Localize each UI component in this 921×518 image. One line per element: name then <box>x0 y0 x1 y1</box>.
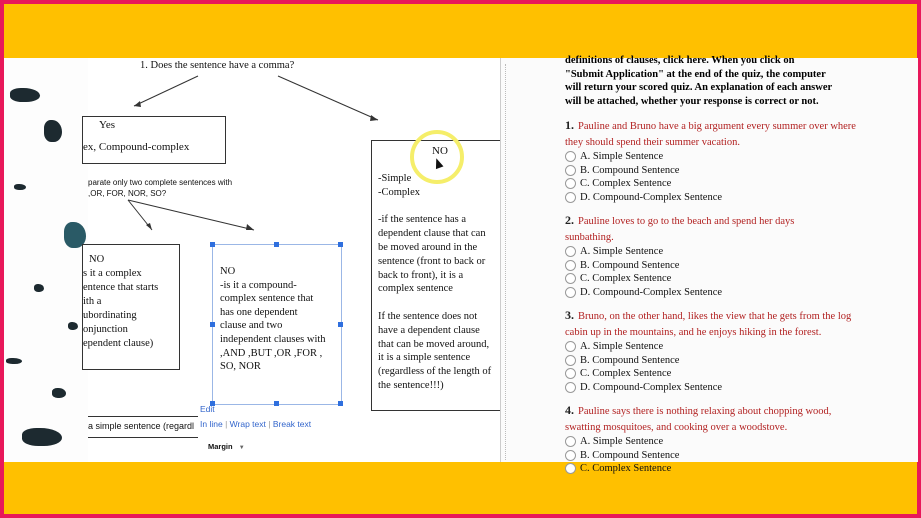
option-a[interactable]: A. Simple Sentence <box>565 245 825 259</box>
bottom-box <box>88 416 198 438</box>
radio-icon[interactable] <box>565 463 576 474</box>
no-right-line: -if the sentence has a <box>378 214 467 226</box>
wrap-text-option[interactable]: Wrap text <box>229 419 266 429</box>
radio-icon[interactable] <box>565 368 576 379</box>
question-1 <box>565 118 865 204</box>
no-mid-line: SO, NOR <box>220 361 261 373</box>
edit-link[interactable]: Edit <box>200 404 215 414</box>
no-right-line: that can be moved around, <box>378 338 490 350</box>
ink-blot <box>6 358 22 364</box>
ink-blot <box>34 284 44 292</box>
ink-blot <box>68 322 78 330</box>
no-right-line: -Simple <box>378 173 412 184</box>
resize-handle[interactable] <box>338 322 343 327</box>
quiz-page <box>500 55 918 475</box>
quiz-intro <box>565 54 832 108</box>
option-b[interactable]: B. Compound Sentence <box>565 259 825 273</box>
ink-blot <box>44 120 62 142</box>
separator: | <box>225 419 228 429</box>
radio-icon[interactable] <box>565 355 576 366</box>
no-mid-line: independent clauses with <box>220 333 326 345</box>
no-right-line: (regardless of the length of <box>378 366 492 378</box>
selected-text-box[interactable] <box>212 244 342 405</box>
option-a[interactable]: A. Simple Sentence <box>565 435 865 449</box>
no-right-title: NO <box>432 145 448 157</box>
radio-icon[interactable] <box>565 450 576 461</box>
option-c[interactable]: C. Complex Sentence <box>565 367 865 381</box>
no-left-lines <box>83 253 158 351</box>
spacer <box>378 200 491 214</box>
radio-icon[interactable] <box>565 165 576 176</box>
intro-line: will be attached, whether your response is correct or not. <box>565 95 819 107</box>
separator: | <box>268 419 271 429</box>
option-a[interactable]: A. Simple Sentence <box>565 150 865 164</box>
resize-handle[interactable] <box>274 401 279 406</box>
bottom-box-text: a simple sentence (regardl <box>88 421 195 431</box>
question-text: Pauline and Bruno have a big argument every summer over where they should spend their summer vacation. <box>565 121 856 148</box>
no-right-line: If the sentence does not <box>378 310 478 322</box>
question-number: 2. <box>565 213 574 227</box>
no-mid-line: clause and two <box>220 320 283 332</box>
margin-label: Margin <box>208 442 233 451</box>
no-right-line: complex sentence <box>378 283 453 295</box>
option-c[interactable]: C. Complex Sentence <box>565 272 825 286</box>
flowchart-question: 1. Does the sentence have a comma? <box>140 60 295 71</box>
yes-box-title: Yes <box>99 119 116 131</box>
ink-splatter-strip <box>4 58 88 462</box>
no-right-lines <box>378 172 491 393</box>
radio-icon[interactable] <box>565 260 576 271</box>
intro-line: "Submit Application" at the end of the quiz, the computer <box>565 68 826 80</box>
screen-area <box>4 55 917 475</box>
no-right-line: -Complex <box>378 186 420 198</box>
ink-blot <box>22 428 62 446</box>
no-right-line: back to front), it is a <box>378 269 464 281</box>
question-4 <box>565 403 865 476</box>
radio-icon[interactable] <box>565 382 576 393</box>
yellow-frame <box>4 4 917 514</box>
yes-box-text: ex, Compound-complex <box>83 141 190 153</box>
no-right-line: have a dependent clause <box>378 324 480 336</box>
no-mid-lines <box>220 265 326 374</box>
no-right-line: be moved around in the <box>378 241 478 253</box>
chevron-down-icon: ▼ <box>238 445 245 451</box>
intro-line: definitions of clauses, click here. When you click on <box>565 55 795 66</box>
no-left-line: onjunction <box>83 324 128 335</box>
option-c[interactable]: C. Complex Sentence <box>565 462 865 476</box>
radio-icon[interactable] <box>565 192 576 203</box>
margin-dropdown[interactable] <box>208 442 245 451</box>
option-a[interactable]: A. Simple Sentence <box>565 340 865 354</box>
no-left-line: ubordinating <box>83 310 137 321</box>
ink-blot <box>10 88 40 102</box>
wrap-toolbar <box>200 419 311 429</box>
resize-handle[interactable] <box>338 242 343 247</box>
ink-blot <box>52 388 66 398</box>
option-c[interactable]: C. Complex Sentence <box>565 177 865 191</box>
resize-handle[interactable] <box>210 242 215 247</box>
no-mid-line: ,AND ,BUT ,OR ,FOR , <box>220 347 323 359</box>
no-left-line: s it a complex <box>83 268 142 279</box>
spacer <box>378 296 491 310</box>
resize-handle[interactable] <box>210 322 215 327</box>
radio-icon[interactable] <box>565 178 576 189</box>
question-text: Pauline says there is nothing relaxing about chopping wood, swatting mosquitoes, and cooking over a woodstove. <box>565 406 832 433</box>
break-text-option[interactable]: Break text <box>272 419 312 429</box>
question-3 <box>565 308 865 394</box>
intro-line: will return your scored quiz. An explanation of each answer <box>565 82 833 93</box>
no-left-line: NO <box>89 254 105 265</box>
question-text: Pauline loves to go to the beach and spend her days sunbathing. <box>565 216 795 243</box>
option-b[interactable]: B. Compound Sentence <box>565 354 865 368</box>
option-b[interactable]: B. Compound Sentence <box>565 164 865 178</box>
no-right-line: dependent clause that can <box>378 228 486 240</box>
no-left-line: ith a <box>83 296 102 307</box>
inline-option[interactable]: In line <box>200 419 223 429</box>
question-text: Bruno, on the other hand, likes the view that he gets from the log cabin up in the mountains, and he enjoys hiking in the forest. <box>565 311 852 338</box>
radio-icon[interactable] <box>565 287 576 298</box>
radio-icon[interactable] <box>565 246 576 257</box>
option-d[interactable]: D. Compound-Complex Sentence <box>565 191 865 205</box>
radio-icon[interactable] <box>565 436 576 447</box>
flowchart-document <box>83 58 500 462</box>
option-d[interactable]: D. Compound-Complex Sentence <box>565 286 825 300</box>
option-d[interactable]: D. Compound-Complex Sentence <box>565 381 865 395</box>
no-mid-line: complex sentence that <box>220 293 314 305</box>
no-left-line: ependent clause) <box>83 338 154 349</box>
no-mid-line: has one dependent <box>220 306 298 318</box>
no-right-line: the sentence!!!) <box>378 379 444 391</box>
resize-handle[interactable] <box>338 401 343 406</box>
yes-box <box>82 116 226 164</box>
radio-icon[interactable] <box>565 151 576 162</box>
no-left-box <box>82 244 180 370</box>
no-mid-line: NO <box>220 266 236 277</box>
no-right-line: sentence (front to back or <box>378 255 486 267</box>
separate-text-1: parate only two complete sentences with <box>88 178 233 187</box>
question-number: 4. <box>565 403 574 417</box>
radio-icon[interactable] <box>565 273 576 284</box>
no-mid-line: -is it a compound- <box>220 279 297 291</box>
radio-icon[interactable] <box>565 341 576 352</box>
no-left-line: entence that starts <box>83 282 159 293</box>
option-b[interactable]: B. Compound Sentence <box>565 449 865 463</box>
resize-handle[interactable] <box>274 242 279 247</box>
question-2 <box>565 213 825 299</box>
question-number: 3. <box>565 308 574 322</box>
separate-text-2: ,OR, FOR, NOR, SO? <box>88 189 167 198</box>
ink-blot <box>14 184 26 190</box>
no-right-line: it is a simple sentence <box>378 352 471 364</box>
dotted-margin <box>505 64 520 460</box>
question-number: 1. <box>565 118 574 132</box>
